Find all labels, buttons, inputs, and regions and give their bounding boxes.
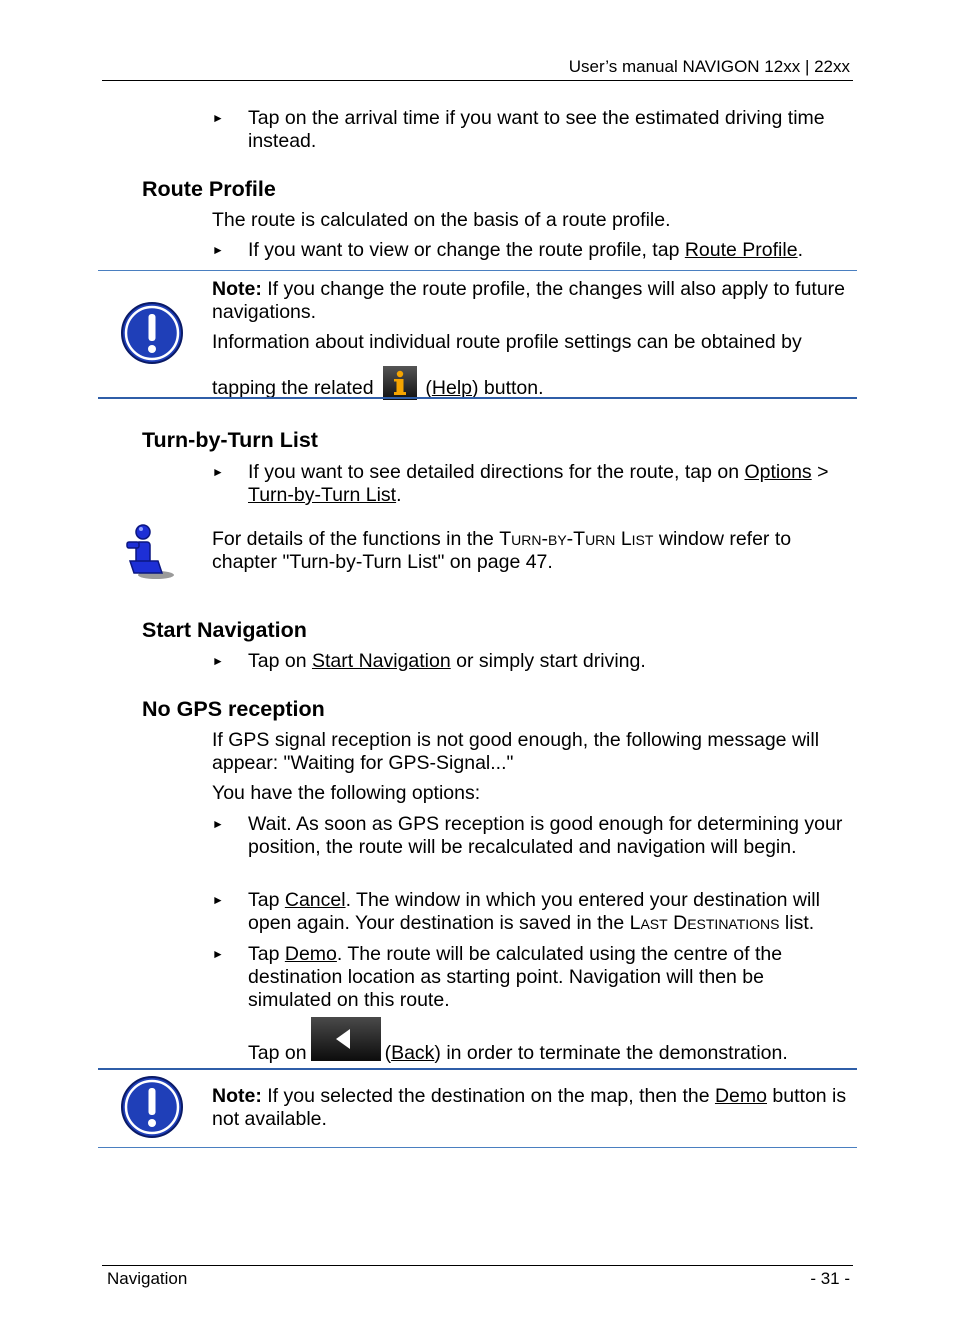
section-heading-no-gps: No GPS reception	[142, 697, 325, 721]
list-item: ► Tap on the arrival time if you want to see the estimated driving time instead.	[212, 107, 825, 152]
note-label: Note:	[212, 278, 262, 300]
start-navigation-link[interactable]: Start Navigation	[311, 650, 451, 672]
list-item: ► If you want to see detailed directions for the route, tap on Options > Turn-by-Turn List.	[212, 461, 829, 506]
exclamation-icon	[120, 1075, 184, 1139]
options-link[interactable]: Options	[744, 461, 812, 483]
back-button-icon	[311, 1017, 381, 1061]
route-profile-text: The route is calculated on the basis of a route profile.	[212, 209, 671, 231]
list-item: ► Tap Demo. The route will be calculated using the centre of the destination location as starting point. Navigation will then be simulated on this route.	[212, 943, 783, 1011]
bullet-arrow-icon: ►	[212, 893, 224, 907]
back-instruction: Tap on (Back) in order to terminate the demonstration.	[248, 1017, 852, 1065]
list-item: ► Wait. As soon as GPS reception is good enough for determining your position, the route will be recalculated and navigation will begin.	[212, 813, 843, 858]
window-name: Turn-by-Turn List	[499, 528, 654, 550]
demo-link[interactable]: Demo	[284, 943, 337, 965]
note-rule-bottom	[98, 1147, 857, 1148]
no-gps-text: If GPS signal reception is not good enough, the following message will appear: "Waiting for GPS-Signal..."	[212, 729, 820, 774]
section-heading-turn-by-turn: Turn-by-Turn List	[142, 428, 318, 452]
list-item: ► If you want to view or change the route profile, tap Route Profile.	[212, 239, 803, 261]
note-label: Note:	[212, 1085, 262, 1107]
footer-section: Navigation	[107, 1269, 188, 1288]
no-gps-options-text: You have the following options:	[212, 782, 481, 804]
route-profile-link[interactable]: Route Profile	[684, 239, 798, 261]
note-rule-bottom	[98, 397, 857, 399]
bullet-arrow-icon: ►	[212, 465, 224, 479]
bullet-arrow-icon: ►	[212, 654, 224, 668]
window-name: Last Destinations	[629, 912, 780, 934]
bullet-arrow-icon: ►	[212, 947, 224, 961]
help-link[interactable]: Help	[431, 377, 472, 399]
bullet-arrow-icon: ►	[212, 111, 224, 125]
demo-link[interactable]: Demo	[714, 1085, 767, 1107]
route-profile-note-help: tapping the related (Help) button.	[212, 366, 852, 400]
list-item: ► Tap on Start Navigation or simply start driving.	[212, 650, 646, 672]
section-heading-route-profile: Route Profile	[142, 177, 276, 201]
footer-rule	[102, 1265, 853, 1266]
bullet-arrow-icon: ►	[212, 817, 224, 831]
turn-by-turn-link[interactable]: Turn-by-Turn List	[248, 484, 397, 506]
section-heading-start-navigation: Start Navigation	[142, 618, 307, 642]
header-title: User’s manual NAVIGON 12xx | 22xx	[568, 57, 850, 76]
header-rule	[102, 80, 853, 81]
demo-note: Note: If you selected the destination on the map, then the Demo button is not available.	[212, 1085, 847, 1130]
turn-by-turn-info: For details of the functions in the Turn-by-Turn List window refer to chapter "Turn-by-Turn List" on page 47.	[212, 528, 792, 573]
bullet-arrow-icon: ►	[212, 243, 224, 257]
info-button-icon	[383, 366, 417, 400]
note-rule-top	[98, 270, 857, 271]
list-item: ► Tap Cancel. The window in which you entered your destination will open again. Your destination is saved in the Last Destinations list.	[212, 889, 820, 934]
route-profile-note: Note: If you change the route profile, the changes will also apply to future navigations.	[212, 278, 846, 323]
cancel-link[interactable]: Cancel	[284, 889, 346, 911]
route-profile-note-info: Information about individual route profile settings can be obtained by	[212, 331, 802, 353]
page-number: - 31 -	[810, 1269, 850, 1288]
back-link[interactable]: Back	[391, 1042, 435, 1064]
info-person-icon	[122, 523, 178, 581]
exclamation-icon	[120, 301, 184, 365]
note-rule-top	[98, 1068, 857, 1070]
